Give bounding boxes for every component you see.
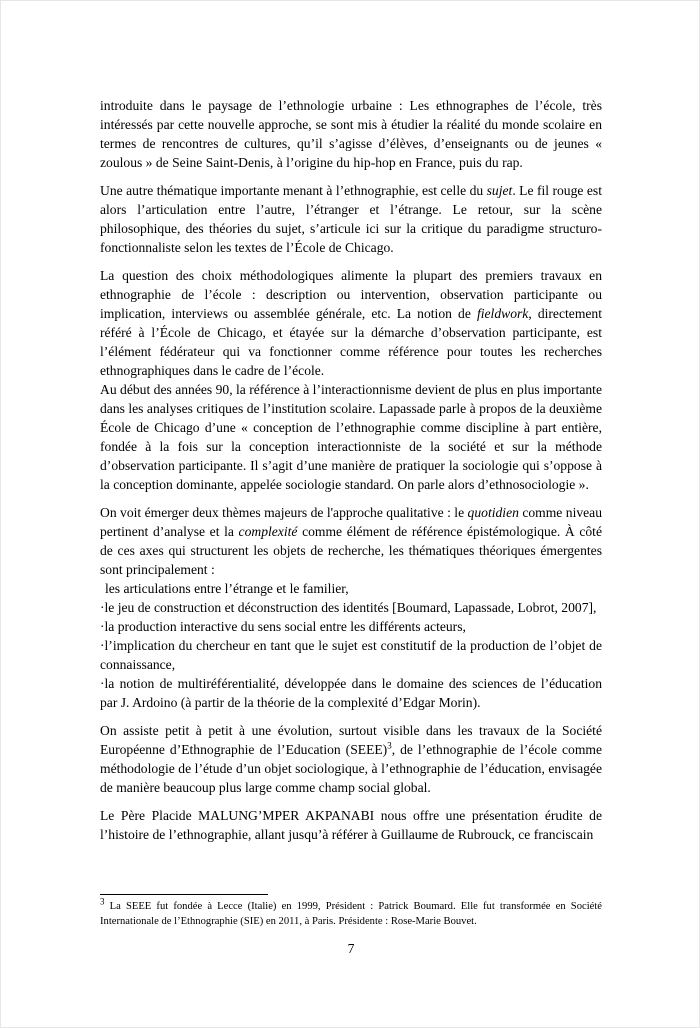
paragraph: La question des choix méthodologiques alimente la plupart des premiers travaux en ethnographie de l’école : description ou intervention, observation participante ou implication, interviews ou assemblée générale, etc. La notion de fieldwork, directement référé à l’École de Chicago, et étayée sur la démarche d’observation participante, est l’élément fédérateur qui va fonctionner comme référence pour toutes les recherches ethnographiques dans le cadre de l’école.	[100, 268, 602, 378]
footnote-text: $^3$ La SEEE fut fondée à Lecce (Italie) en 1999, Président : Patrick Boumard. Elle fut transformée en Société Internationale de l’Ethnographie (SIE) en 2011, à Paris. Présidente : Rose-Marie Bouvet.	[100, 896, 602, 927]
list-item: ·la production interactive du sens social entre les différents acteurs,	[100, 619, 466, 634]
page-number: 7	[347, 941, 355, 956]
list-item: ·le jeu de construction et déconstruction des identités [Boumard, Lapassade, Lobrot, 2007],	[100, 600, 597, 615]
list-item: ·la notion de multiréférentialité, développée dans le domaine des sciences de l’éducation par J. Ardoino (à partir de la théorie de la complexité d’Edgar Morin).	[100, 676, 602, 710]
paragraph: introduite dans le paysage de l’ethnologie urbaine : Les ethnographes de l’école, très intéressés par cette nouvelle approche, se sont mis à étudier la réalité du monde scolaire en termes de rencontres de cultures, qu’il s’agisse d’élèves, d’enseignants ou de jeunes « zoulous » de Seine Saint-Denis, à l’origine du hip-hop en France, puis du rap.	[100, 98, 602, 170]
paragraph: Au début des années 90, la référence à l’interactionnisme devient de plus en plus importante dans les analyses critiques de l’institution scolaire. Lapassade parle à propos de la deuxième École de Chicago d’une « conception de l’ethnographie comme discipline à part entière, fondée à la fois sur la conception interactionniste de la société et sur la méthode d’observation participante. Il s’agit d’une manière de pratiquer la sociologie qui s’oppose à la conception dominante, appelée sociologie standard. On parle alors d’ethnosociologie ».	[100, 382, 602, 492]
paragraph: Le Père Placide MALUNG’MPER AKPANABI nous offre une présentation érudite de l’histoire de l’ethnographie, allant jusqu’à référer à Guillaume de Rubrouck, ce franciscain	[100, 808, 602, 842]
paragraph: On assiste petit à petit à une évolution, surtout visible dans les travaux de la Société Européenne d’Ethnographie de l’Education (SEEE)$^3$, de l’ethnographie de l’école comme méthodologie de l’étude d’un objet sociologique, à l’ethnographie de l’éducation, envisagée de manière beaucoup plus large comme champ social global.	[100, 723, 602, 795]
page-content	[100, 96, 602, 844]
list-item: les articulations entre l’étrange et le familier,	[105, 581, 349, 596]
footnote-divider	[100, 894, 268, 895]
paragraph: On voit émerger deux thèmes majeurs de l'approche qualitative : le quotidien comme niveau pertinent d’analyse et la complexité comme élément de référence épistémologique. À côté de ces axes qui structurent les objets de recherche, les thématiques théoriques émergentes sont principalement :	[100, 505, 603, 577]
list-item: ·l’implication du chercheur en tant que le sujet est constitutif de la production de l’objet de connaissance,	[100, 638, 602, 672]
paragraph: Une autre thématique importante menant à l’ethnographie, est celle du sujet. Le fil rouge est alors l’articulation entre l’autre, l’étranger et l’étrange. Le retour, sur la scène philosophique, des théories du sujet, s’articule ici sur la critique du paradigme structuro-fonctionnaliste selon les textes de l’École de Chicago.	[100, 183, 602, 255]
footnote-area	[100, 894, 602, 929]
